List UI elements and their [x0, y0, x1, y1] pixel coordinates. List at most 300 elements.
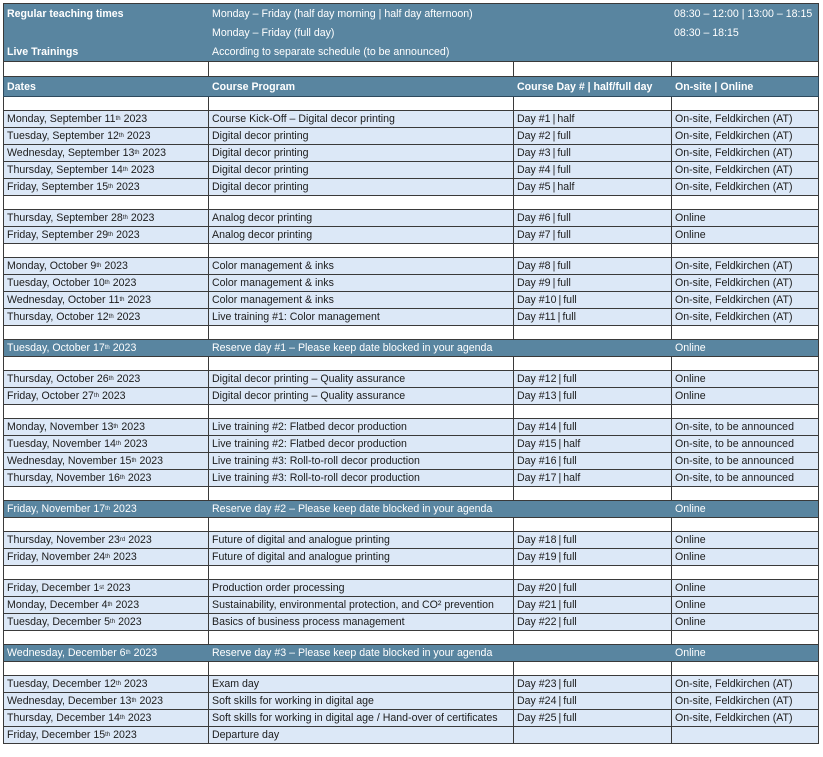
- date-text: Friday, December 1: [7, 582, 100, 594]
- spacer-row: [3, 97, 819, 111]
- course-day-cell: [514, 518, 672, 531]
- divider: |: [552, 212, 556, 224]
- mode-cell: [672, 419, 818, 435]
- date-cell: [4, 631, 209, 644]
- date-text: Wednesday, December 6: [7, 647, 126, 659]
- date-year: 2023: [112, 342, 137, 354]
- table-row: [3, 436, 819, 453]
- program-cell: [209, 693, 514, 709]
- date-text: Monday, October 9: [7, 260, 97, 272]
- date-cell: [4, 662, 209, 675]
- course-day-cell: [514, 487, 672, 500]
- date-cell: [4, 518, 209, 531]
- header-dates: Dates: [4, 77, 209, 96]
- date-cell: Thursday, October 26 th 2023: [4, 371, 209, 387]
- mode-text: Online: [675, 534, 706, 546]
- course-day-cell: [514, 453, 672, 469]
- mode-cell: [672, 357, 818, 370]
- mode-cell: [672, 340, 818, 356]
- date-text: Friday, November 24: [7, 551, 106, 563]
- program-cell: [209, 196, 514, 209]
- date-cell: Tuesday, September 12 th 2023: [4, 128, 209, 144]
- program-cell: [209, 145, 514, 161]
- date-year: 2023: [106, 582, 131, 594]
- teaching-times-panel: [3, 3, 819, 62]
- mode-cell: [672, 405, 818, 418]
- day-length: full: [563, 582, 577, 594]
- program-cell: [209, 645, 514, 661]
- date-cell: Tuesday, December 12 th 2023: [4, 676, 209, 692]
- mode-cell: [672, 580, 818, 596]
- date-cell: [4, 487, 209, 500]
- program-cell: [209, 292, 514, 308]
- divider: |: [558, 678, 562, 690]
- course-day-cell: [514, 357, 672, 370]
- program-cell: [209, 357, 514, 370]
- date-cell: Thursday, September 28 th 2023: [4, 210, 209, 226]
- program-cell: [209, 662, 514, 675]
- mode-text: On-site, Feldkirchen (AT): [675, 294, 793, 306]
- program-cell: [209, 549, 514, 565]
- course-day-number: Day #22: [517, 616, 557, 628]
- mode-text: On-site, Feldkirchen (AT): [675, 147, 793, 159]
- mode-text: Online: [675, 599, 706, 611]
- mode-cell: [672, 97, 818, 110]
- spacer-row: [3, 662, 819, 676]
- course-day-cell: [514, 662, 672, 675]
- date-year: 2023: [126, 130, 151, 142]
- date-year: 2023: [115, 599, 140, 611]
- mode-text: Online: [675, 551, 706, 563]
- course-day-cell: [514, 501, 672, 517]
- course-day-number: Day #17: [517, 472, 557, 484]
- mode-text: On-site, Feldkirchen (AT): [675, 712, 793, 724]
- divider: |: [558, 695, 562, 707]
- divider: |: [558, 421, 562, 433]
- course-day-number: Day #11: [517, 311, 556, 323]
- program-cell: [209, 580, 514, 596]
- date-cell: Wednesday, October 11 th 2023: [4, 292, 209, 308]
- date-cell: Thursday, November 16 th 2023: [4, 470, 209, 486]
- program-cell: [209, 676, 514, 692]
- program-cell: [209, 436, 514, 452]
- date-cell: [4, 97, 209, 110]
- day-length: half: [557, 181, 575, 193]
- table-row: [3, 549, 819, 566]
- day-length: full: [557, 212, 571, 224]
- course-day-number: Day #21: [517, 599, 557, 611]
- day-length: full: [557, 277, 571, 289]
- mode-cell: [672, 710, 818, 726]
- mode-text: On-site, to be announced: [675, 421, 794, 433]
- program-cell: [209, 371, 514, 387]
- divider: |: [558, 551, 562, 563]
- program-text: Live training #2: Flatbed decor production: [212, 421, 407, 433]
- program-text: Course Kick-Off – Digital decor printing: [212, 113, 395, 125]
- day-length: full: [557, 130, 571, 142]
- date-text: Friday, November 17: [7, 503, 106, 515]
- date-cell: Wednesday, September 13 th 2023: [4, 145, 209, 161]
- header-mode: On-site | Online: [675, 80, 754, 93]
- program-cell: [209, 518, 514, 531]
- divider: |: [552, 229, 556, 241]
- course-day-cell: [514, 275, 672, 291]
- divider: |: [552, 260, 556, 272]
- program-cell: [209, 111, 514, 127]
- table-row: [3, 453, 819, 470]
- table-row: [3, 532, 819, 549]
- course-day-cell: [514, 419, 672, 435]
- mode-cell: [672, 145, 818, 161]
- program-text: Reserve day #2 – Please keep date blocked in your agenda: [212, 503, 493, 515]
- course-day-number: Day #3: [517, 147, 551, 159]
- date-cell: Tuesday, December 5 th 2023: [4, 614, 209, 630]
- table-row: [3, 275, 819, 292]
- live-trainings-label: Live Trainings: [7, 45, 79, 58]
- date-text: Monday, September 11: [7, 113, 116, 125]
- program-cell: [209, 309, 514, 325]
- day-length: full: [557, 147, 571, 159]
- course-day-number: Day #7: [517, 229, 551, 241]
- program-text: Digital decor printing: [212, 164, 309, 176]
- date-cell: Wednesday, December 6 th 2023: [4, 645, 209, 661]
- date-year: 2023: [118, 616, 142, 628]
- table-row: [3, 710, 819, 727]
- day-length: full: [562, 311, 576, 323]
- date-year: 2023: [121, 421, 145, 433]
- course-day-cell: [514, 470, 672, 486]
- spacer-row: [3, 487, 819, 501]
- mode-cell: [672, 532, 818, 548]
- spacer-row: [3, 62, 819, 77]
- course-day-number: Day #23: [517, 678, 557, 690]
- day-length: half: [563, 472, 581, 484]
- table-row: [3, 676, 819, 693]
- mode-cell: [672, 326, 818, 339]
- day-length: full: [563, 390, 577, 402]
- column-header-row: [3, 77, 819, 97]
- date-cell: Tuesday, October 10 th 2023: [4, 275, 209, 291]
- date-text: Thursday, December 14: [7, 712, 120, 724]
- mode-cell: [672, 487, 818, 500]
- mode-text: On-site, Feldkirchen (AT): [675, 181, 793, 193]
- mode-cell: [672, 645, 818, 661]
- divider: |: [558, 294, 562, 306]
- program-text: Live training #3: Roll-to-roll decor production: [212, 472, 420, 484]
- date-text: Wednesday, December 13: [7, 695, 132, 707]
- program-text: Analog decor printing: [212, 229, 313, 241]
- course-day-cell: [514, 340, 672, 356]
- date-text: Thursday, September 14: [7, 164, 123, 176]
- day-length: full: [563, 421, 577, 433]
- course-day-cell: [514, 97, 672, 110]
- mode-cell: [672, 549, 818, 565]
- mode-text: On-site, to be announced: [675, 472, 794, 484]
- divider: |: [557, 311, 561, 323]
- date-cell: Tuesday, October 17 th 2023: [4, 340, 209, 356]
- day-length: full: [563, 455, 577, 467]
- divider: |: [552, 181, 556, 193]
- day-length: full: [563, 373, 577, 385]
- table-row: [3, 162, 819, 179]
- date-text: Wednesday, September 13: [7, 147, 135, 159]
- reserve-day-row: [3, 645, 819, 662]
- date-year: 2023: [139, 455, 164, 467]
- mode-cell: [672, 566, 818, 579]
- divider: |: [552, 277, 556, 289]
- program-text: Soft skills for working in digital age / Hand-over of certificates: [212, 712, 498, 724]
- divider: |: [558, 373, 562, 385]
- date-cell: Thursday, October 12 th 2023: [4, 309, 209, 325]
- date-year: 2023: [128, 534, 152, 546]
- table-row: [3, 388, 819, 405]
- mode-cell: [672, 727, 818, 743]
- program-text: Live training #2: Flatbed decor production: [212, 438, 407, 450]
- table-row: [3, 258, 819, 275]
- mode-text: On-site, Feldkirchen (AT): [675, 164, 793, 176]
- mode-cell: [672, 210, 818, 226]
- program-cell: [209, 597, 514, 613]
- divider: |: [558, 582, 562, 594]
- mode-cell: [672, 631, 818, 644]
- mode-text: Online: [675, 229, 706, 241]
- program-cell: [209, 631, 514, 644]
- mode-text: On-site, to be announced: [675, 455, 794, 467]
- program-cell: [209, 275, 514, 291]
- program-cell: [209, 566, 514, 579]
- course-day-number: Day #5: [517, 181, 551, 193]
- date-text: Thursday, November 16: [7, 472, 120, 484]
- table-row: [3, 727, 819, 744]
- mode-cell: [672, 128, 818, 144]
- table-row: [3, 580, 819, 597]
- program-cell: [209, 258, 514, 274]
- divider: |: [558, 438, 562, 450]
- date-year: 2023: [127, 472, 152, 484]
- course-day-number: Day #16: [517, 455, 557, 467]
- table-row: [3, 179, 819, 196]
- course-day-number: Day #20: [517, 582, 557, 594]
- program-text: Digital decor printing: [212, 147, 309, 159]
- date-cell: Thursday, September 14 th 2023: [4, 162, 209, 178]
- date-text: Wednesday, November 15: [7, 455, 132, 467]
- header-program: Course Program: [209, 77, 514, 96]
- program-text: Digital decor printing – Quality assurance: [212, 390, 406, 402]
- date-cell: Monday, November 13 th 2023: [4, 419, 209, 435]
- mode-cell: [672, 518, 818, 531]
- table-row: [3, 111, 819, 128]
- divider: |: [558, 599, 562, 611]
- program-text: Sustainability, environmental protection, and CO² prevention: [212, 599, 494, 611]
- course-day-cell: [514, 292, 672, 308]
- live-trainings-text: According to separate schedule (to be announced): [212, 45, 450, 58]
- date-cell: Friday, December 15 th 2023: [4, 727, 209, 743]
- date-cell: [4, 244, 209, 257]
- mode-text: Online: [675, 342, 706, 354]
- course-day-cell: [514, 196, 672, 209]
- program-text: Digital decor printing: [212, 181, 309, 193]
- mode-text: On-site, Feldkirchen (AT): [675, 311, 793, 323]
- course-day-number: Day #6: [517, 212, 551, 224]
- divider: |: [558, 390, 562, 402]
- program-text: Departure day: [212, 729, 280, 741]
- program-cell: [209, 210, 514, 226]
- table-row: [3, 292, 819, 309]
- date-text: Friday, October 27: [7, 390, 94, 402]
- program-text: Analog decor printing: [212, 212, 313, 224]
- mode-text: Online: [675, 582, 706, 594]
- course-day-cell: [514, 597, 672, 613]
- mode-cell: [672, 292, 818, 308]
- program-text: Color management & inks: [212, 277, 334, 289]
- divider: |: [552, 113, 556, 125]
- table-row: [3, 614, 819, 631]
- date-text: Tuesday, December 12: [7, 678, 116, 690]
- date-year: 2023: [130, 212, 155, 224]
- program-text: Live training #3: Roll-to-roll decor production: [212, 455, 420, 467]
- date-cell: Thursday, November 23 rd 2023: [4, 532, 209, 548]
- date-cell: Friday, November 17 th 2023: [4, 501, 209, 517]
- mode-cell: [672, 501, 818, 517]
- program-cell: [209, 727, 514, 743]
- program-cell: [209, 128, 514, 144]
- course-day-cell: [514, 405, 672, 418]
- divider: |: [558, 616, 562, 628]
- mode-cell: [672, 597, 818, 613]
- course-day-cell: [514, 727, 672, 743]
- spacer-row: [3, 244, 819, 258]
- mode-text: On-site, Feldkirchen (AT): [675, 130, 793, 142]
- course-day-cell: [514, 631, 672, 644]
- date-year: 2023: [113, 729, 137, 741]
- date-cell: [4, 405, 209, 418]
- divider: |: [552, 164, 556, 176]
- regular-teaching-time1: 08:30 – 12:00 | 13:00 – 18:15: [674, 7, 813, 20]
- date-year: 2023: [127, 712, 152, 724]
- course-day-number: Day #14: [517, 421, 557, 433]
- date-year: 2023: [101, 390, 126, 402]
- table-row: [3, 227, 819, 244]
- mode-text: Online: [675, 390, 706, 402]
- header-course-day: Course Day # | half/full day: [514, 77, 672, 96]
- regular-teaching-time2: 08:30 – 18:15: [674, 26, 739, 39]
- program-cell: [209, 453, 514, 469]
- date-cell: Monday, September 11 th 2023: [4, 111, 209, 127]
- date-cell: Thursday, December 14 th 2023: [4, 710, 209, 726]
- date-cell: Friday, September 29 th 2023: [4, 227, 209, 243]
- mode-cell: [672, 388, 818, 404]
- program-cell: [209, 162, 514, 178]
- program-cell: [209, 710, 514, 726]
- day-length: full: [563, 599, 577, 611]
- course-day-cell: [514, 179, 672, 195]
- course-day-number: Day #25: [517, 712, 557, 724]
- day-length: full: [563, 616, 577, 628]
- mode-cell: [672, 227, 818, 243]
- date-cell: Friday, December 1 st 2023: [4, 580, 209, 596]
- date-year: 2023: [113, 551, 137, 563]
- course-day-cell: [514, 326, 672, 339]
- course-day-number: Day #9: [517, 277, 551, 289]
- table-row: [3, 371, 819, 388]
- day-length: full: [557, 229, 571, 241]
- course-day-cell: [514, 309, 672, 325]
- divider: |: [558, 455, 562, 467]
- program-cell: [209, 244, 514, 257]
- course-day-cell: [514, 645, 672, 661]
- mode-text: On-site, Feldkirchen (AT): [675, 113, 793, 125]
- program-cell: [209, 179, 514, 195]
- course-day-cell: [514, 258, 672, 274]
- day-length: full: [557, 260, 571, 272]
- course-day-number: Day #8: [517, 260, 551, 272]
- course-day-cell: [514, 244, 672, 257]
- date-year: 2023: [116, 229, 140, 241]
- mode-cell: [672, 470, 818, 486]
- course-day-cell: [514, 162, 672, 178]
- program-cell: [209, 326, 514, 339]
- day-length: full: [563, 678, 577, 690]
- course-day-number: Day #10: [517, 294, 557, 306]
- mode-cell: [672, 676, 818, 692]
- program-text: Digital decor printing – Quality assurance: [212, 373, 406, 385]
- mode-cell: [672, 111, 818, 127]
- mode-cell: [672, 196, 818, 209]
- table-row: [3, 309, 819, 326]
- date-year: 2023: [116, 181, 140, 193]
- date-text: Friday, September 15: [7, 181, 109, 193]
- date-cell: Friday, November 24 th 2023: [4, 549, 209, 565]
- program-text: Future of digital and analogue printing: [212, 534, 390, 546]
- regular-teaching-label: Regular teaching times: [7, 7, 124, 20]
- day-length: full: [563, 534, 577, 546]
- program-text: Live training #1: Color management: [212, 311, 380, 323]
- date-cell: Friday, September 15 th 2023: [4, 179, 209, 195]
- mode-text: Online: [675, 503, 706, 515]
- day-length: full: [563, 712, 577, 724]
- course-day-number: Day #2: [517, 130, 551, 142]
- mode-text: On-site, Feldkirchen (AT): [675, 260, 793, 272]
- date-cell: Tuesday, November 14 th 2023: [4, 436, 209, 452]
- date-cell: [4, 566, 209, 579]
- date-cell: Monday, December 4 th 2023: [4, 597, 209, 613]
- program-text: Exam day: [212, 678, 260, 690]
- course-day-cell: [514, 436, 672, 452]
- spacer-row: [3, 196, 819, 210]
- mode-text: On-site, Feldkirchen (AT): [675, 277, 793, 289]
- date-text: Monday, November 13: [7, 421, 114, 433]
- course-day-cell: [514, 710, 672, 726]
- mode-text: On-site, to be announced: [675, 438, 794, 450]
- course-day-number: Day #15: [517, 438, 557, 450]
- date-year: 2023: [142, 147, 166, 159]
- mode-cell: [672, 614, 818, 630]
- course-day-cell: [514, 549, 672, 565]
- program-text: Basics of business process management: [212, 616, 405, 628]
- mode-cell: [672, 244, 818, 257]
- program-cell: [209, 419, 514, 435]
- date-text: Thursday, October 12: [7, 311, 109, 323]
- course-day-cell: [514, 210, 672, 226]
- date-cell: Wednesday, November 15 th 2023: [4, 453, 209, 469]
- mode-cell: [672, 693, 818, 709]
- reserve-day-row: [3, 501, 819, 518]
- mode-cell: [672, 662, 818, 675]
- course-day-cell: [514, 566, 672, 579]
- program-cell: [209, 388, 514, 404]
- mode-text: On-site, Feldkirchen (AT): [675, 695, 793, 707]
- date-cell: [4, 196, 209, 209]
